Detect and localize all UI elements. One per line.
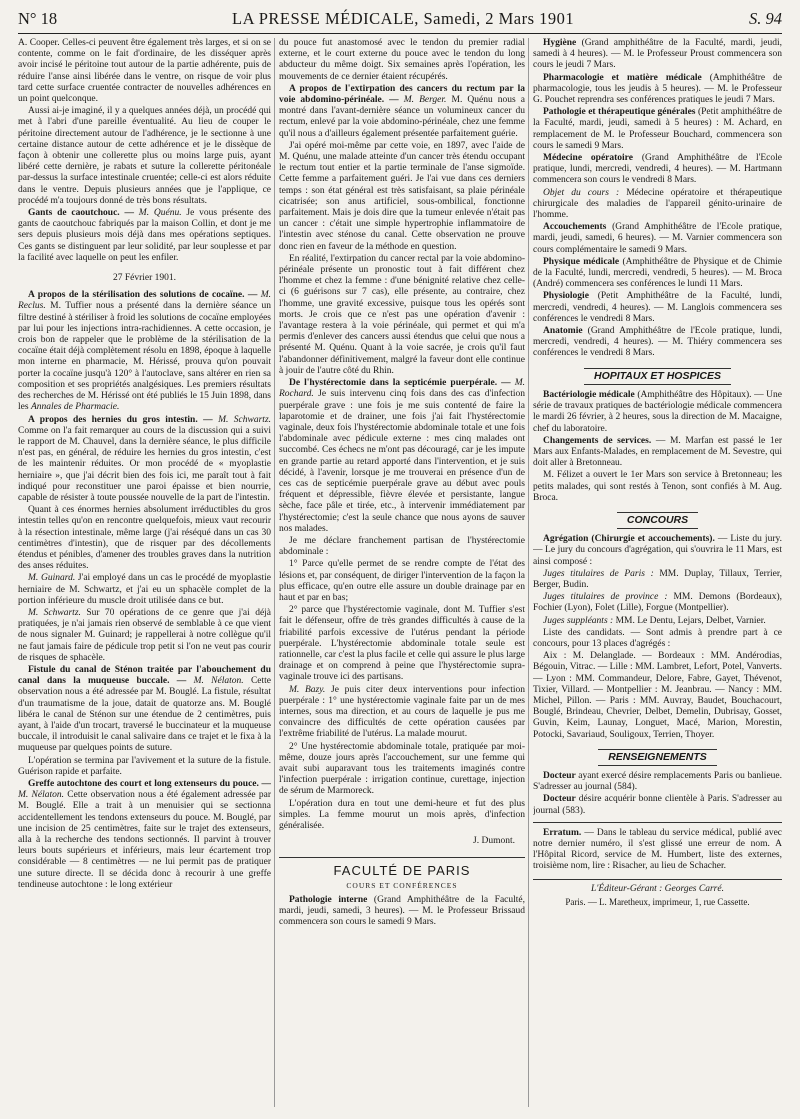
section-title-concours: CONCOURS [533,512,782,529]
paragraph: Aussi ai-je imaginé, il y a quelques années déjà, un procédé qui met à l'abri d'une pareille éventualité. Au lieu de couper le péritoine directement autour de l'adhérence, je le sectionne à une certaine distance autour de cette adhérence et je le dissèque de façon à obtenir une collerette plus ou moins large puis, ayant libéré cette dernière, je rabats et suture la collerette péritonéale par-dessus la surface intestinale cruentée; celle-ci est alors réduite dans le ventre. Depuis plusieurs années que je l'applique, ce procédé m'a toujours donné de très bons résultats. [18,106,271,206]
article-heading: A propos des hernies du gros intestin. — [28,414,213,425]
column-3 [533,38,782,1107]
article-hysterectomie: De l'hystérectomie dans la septicémie puerpérale. — M. Rochard. Je suis intervenu cinq fois dans des cas d'infection puerpérale grave : une fois je me suis contenté de faire la laparotomie et de drainer, une fois j'ai fait l'hystérectomie vaginale, deux fois l'hystérectomie abdominale totale et une fois l'abdominale avec pédicule externe : mes cinq malades ont succombé. Ces échecs ne m'ont pas découragé, car je les impute en grande partie au retard apporté dans l'intervention, et je suis décidé, à l'avenir, lorsque je me trouverai en présence d'un de ces cas de septicémie puerpérale grave au début avec pouls fréquent et dépressible, fièvre élevée et persistante, langue sèche, face pâle et tirée, etc., à intervenir immédiatement par l'hystérectomie; c'est la seule chance que nous ayons de sauver nos malades. [279,378,525,534]
author: M. Berger. [403,95,447,106]
author: M. Nélaton. [193,676,244,687]
erratum: Erratum. — Dans le tableau du service médical, publié avec notre dernier numéro, il s'est glissé une erreur de nom. A l'Hôpital Ricord, service de M. Humbert, liste des externes, troisième nom, lire : Risacher, au lieu de Schacher. [533,827,782,872]
column-1 [18,38,271,1107]
article-fistule: Fistule du canal de Sténon traitée par l'abouchement du canal dans la muqueuse buccale. — M. Nélaton. Cette observation nous a été adressée par M. Bouglé. La fistule, résultat d'un traumatisme de la joue, datait de quatorze ans. M. Bouglé libéra le canal de Sténon sur une étendue de 2 centimètres, puis ayant, à l'aide d'un trocart, traversé le buccinateur et la muqueuse buccale, il introduisit le canal salivaire dans ce trajet et le fixa à la muqueuse par quelques points de suture. [18,664,271,754]
author: M. Nélaton. [18,790,65,801]
article-greffe: Greffe autochtone des court et long extenseurs du pouce. — M. Nélaton. Cette observation nous a été également adressée par M. Bouglé. Elle a trait à un menuisier qui se sectionna accidentellement les tendons extenseurs du pouce. M. Bouglé, par une incision de 25 centimètres, faite sur le trajet des extenseurs, alla à la recherche des tendons sectionnés. Il parvint à trouver leurs bouts supérieurs et inférieurs, mais leur écartement trop considérable — 8 centimètres — ne lui permit pas de pratiquer une suture directe. Il se décida donc à recourir à une greffe tendineuse autochtone : le long extérieur [18,779,271,890]
paragraph: L'opération se termina par l'avivement et la suture de la fistule. Guérison rapide et parfaite. [18,755,271,777]
course-entry: Physiologie (Petit Amphithéâtre de la Faculté, lundi, mercredi, vendredi, 4 heures). — M. Langlois commencera ses conférences le vendredi 8 Mars. [533,291,782,324]
jury-list: Juges suppléants : MM. Le Dentu, Lejars, Delbet, Varnier. [543,615,766,626]
author: M. Bazy. [289,684,326,695]
paragraph: du pouce fut anastomosé avec le tendon du premier radial externe, et le court externe du pouce avec le tendon du long abducteur du même doigt. Six semaines après l'opération, les mouvements de ce dernier étaient récupérés. [279,38,525,82]
course-object: Objet du cours : Médecine opératoire et thérapeutique chirurgicale des maladies de l'appareil génito-urinaire de l'homme. [533,187,782,221]
page-header [18,8,782,30]
notice-entry: Docteur désire acquérir bonne clientèle à Paris. S'adresser au journal (583). [533,794,782,816]
candidates-list: Aix : M. Delanglade. — Bordeaux : MM. Andérodias, Bégouin, Vitrac. — Lille : MM. Lambret, Lefort, Potel, Vanverts. — Lyon : MM. Commandeur, Delore, Fabre, Gayet, Thévenot, Tixier, Villard. — Montpellier : M. Jeanbrau. — Nancy : MM. Michel, Pillon. — Paris : MM. Auvray, Baudet, Bouchacourt, Bouglé, Brindeau, Chevrier, Delbet, Demelin, Dubrisay, Gosset, Guvin, Keim, Launay, Longuet, Macé, Marion, Morestin, Potocki, Savariaud, Souligoux, Terrien, Thoyer. [533,651,782,740]
article-heading: Fistule du canal de Sténon traitée par l'abouchement du canal dans la muqueuse buccale. — [18,664,271,687]
paragraph: M. Félizet a ouvert le 1er Mars son service à Bretonneau; les petits malades, qui sont restés à Tenon, sont confiés à M. Aug. Broca. [533,470,782,503]
course-entry: Physique médicale (Amphithéâtre de Physique et de Chimie de la Faculté, lundi, mercredi, vendredi, 5 heures). — M. Broca (André) commencera ses conférences le lundi 11 Mars. [533,256,782,290]
article-heading: A propos de l'extirpation des cancers du rectum par la voie abdomino-périnéale. — [279,83,525,106]
hospital-entry: Changements de services. — M. Marfan est passé le 1er Mars aux Enfants-Malades, en remplacement de M. Sevestre, qui doit aller à Bretonneau. [533,435,782,469]
paragraph: En réalité, l'extirpation du cancer rectal par la voie abdomino-périnéale présente un pronostic tout à fait différent chez l'homme et chez la femme : d'une bénignité relative chez celle-ci (6 guérisons sur 7 cas), elle présente, au contraire, chez l'homme, une gravité excessive, puisque tous les opérés sont morts. Je crois que ce n'est pas une opération d'avenir : l'avantage restera à la voie périnéale, qui permet et qui m'a permis d'enlever des cancers aussi étendus que celui que nous a présenté M. Quénu. Quant à la voie sacrée, je crois qu'il faut l'abandonner définitivement, malgré la faveur dont elle continue à jouir de l'autre côté du Rhin. [279,253,525,376]
course-entry: Anatomie (Grand Amphithéâtre de l'Ecole pratique, lundi, mercredi, vendredi, 4 heures). — M. Thiéry commencera ses conférences le vendredi 8 Mars. [533,326,782,359]
paragraph: L'opération dura en tout une demi-heure et fut des plus simples. La femme mourut un mois après, d'infection généralisée. [279,798,525,832]
paragraph: Je me déclare franchement partisan de l'hystérectomie abdominale : [279,535,525,558]
article-heading: Greffe autochtone des court et long extenseurs du pouce. — [28,779,271,789]
paragraph: M. Guinard. J'ai employé dans un cas le procédé de myoplastie herniaire de M. Schwartz, et j'ai eu un sphacèle complet de la portion inférieure du muscle droit utilisée dans ce but. [18,573,271,606]
course-entry: Hygiène (Grand amphithéâtre de la Faculté, mardi, jeudi, samedi à 4 heures). — M. le Professeur Proust commencera son cours le jeudi 7 Mars. [533,38,782,71]
article-gants: Gants de caoutchouc. — M. Quénu. Je vous présente des gants de caoutchouc fabriqués par la maison Collin, et dont je me sers depuis plusieurs mois déjà dans mes opérations septiques. Ces gants se distinguent par leur solidité, par leur souplesse et par la facilité avec laquelle on peut les enfiler. [18,208,271,263]
jury-list: Juges titulaires de Paris : MM. Duplay, Tillaux, Terrier, Berger, Budin. [533,568,782,590]
author: M. Rochard. [279,378,525,400]
course-entry: Pathologie et thérapeutique générales (Petit amphithéâtre de la Faculté, mardi, jeudi, samedi à 5 heures) : M. Achard, en remplacement de M. le Professeur Bouchard, commencera son cours le samedi 9 Mars. [533,107,782,151]
article-cancer-rectum: A propos de l'extirpation des cancers du rectum par la voie abdomino-périnéale. — M. Berger. M. Quénu nous a montré dans l'avant-dernière séance un volumineux cancer du rectum, enlevé par la voie abdomino-périnéale, chez une femme qu'il nous a d'ailleurs également présentée parfaitement guérie. [279,83,525,139]
course-entry: Pathologie interne (Grand Amphithéâtre de la Faculté, mardi, jeudi, samedi, 3 heures). — M. le Professeur Brissaud commencera son cours le samedi 9 Mars. [279,894,525,928]
hospital-entry: Bactériologie médicale (Amphithéâtre des Hôpitaux). — Une série de travaux pratiques de bactériologie médicale commencera le mardi 26 février, à 2 heures, sous la direction de M. Macaigne, chef du laboratoire. [533,389,782,434]
author: M. Quénu. [138,208,182,219]
paragraph: 2° Une hystérectomie abdominale totale, pratiquée par moi-même, douze jours après l'accouchement, sur une femme qui avait subi auparavant tous les traitements imaginés contre l'infection puerpérale : irrigation continue, curettage, injection de sérum de Marmoreck. [279,741,525,797]
editor-line: L'Éditeur-Gérant : Georges Carré. [533,879,782,895]
column-divider [528,38,529,1107]
course-entry: Pharmacologie et matière médicale (Amphithéâtre de pharmacologie, tous les jeudis à 5 heures). — M. le Professeur G. Pouchet reprendra ses conférences pratiques le jeudi 7 Mars. [533,72,782,106]
article-heading: Gants de caoutchouc. — [28,208,134,219]
section-title-renseignements: RENSEIGNEMENTS [533,749,782,766]
issue-number: N° 18 [18,9,58,28]
paragraph: M. Schwartz. Sur 70 opérations de ce genre que j'ai déjà pratiquées, je n'ai jamais rien observé de semblable à ce que vient de nous signaler M. Guinard; je rappellerai à notre collègue qu'il ne faut jamais faire de pédicule trop petit si l'on ne veut pas courir de risques de sphacèle. [18,607,271,663]
course-entry: Médecine opératoire (Grand Amphithéâtre de l'Ecole pratique, lundi, mercredi, vendredi, 4 heures). — M. Hartmann commencera son cours le vendredi 8 Mars. [533,153,782,186]
section-title-hopitaux: HOPITAUX ET HOSPICES [533,368,782,385]
signature: J. Dumont. [473,836,515,847]
jury-list: Juges titulaires de province : MM. Demons (Bordeaux), Fochier (Lyon), Folet (Lille), Forgue (Montpellier). [533,592,782,614]
course-entry: Accouchements (Grand Amphithéâtre de l'Ecole pratique, mardi, jeudi, samedi, 6 heures). — M. Varnier commencera son cours complémentaire le samedi 9 Mars. [533,222,782,255]
header-rule [18,33,782,34]
concours-entry: Agrégation (Chirurgie et accouchements). — Liste du jury. — Le jury du concours d'agrégation, qui s'ouvrira le 11 Mars, est ainsi composé : [533,534,782,567]
paragraph: M. Bazy. Je puis citer deux interventions pour infection puerpérale : 1° une hystérectomie vaginale faite par un de mes internes, sous ma direction, et au cours de laquelle je pus me convaincre des difficultés de cette opération causées par l'extrême friabilité de l'utérus. La malade mourut. [279,684,525,740]
candidates-heading: Liste des candidats. — Sont admis à prendre part à ce concours, pour 13 places d'agrégés : [533,627,782,649]
author: M. Schwartz. [218,414,271,425]
paragraph: 2° parce que l'hystérectomie vaginale, dont M. Tuffier s'est fait le défenseur, offre de très grandes difficultés à cause de la friabilité parfois excessive de l'utérus pendant la période puerpérale. L'hystérectomie abdominale totale seule est rationnelle, car c'est la plus facile et celle qui assure le plus large drainage et on comprend à peine que l'hystérectomie supra-vaginale trouve ici des partisans. [279,605,525,683]
printer-line: Paris. — L. Maretheux, imprimeur, 1, rue Cassette. [565,896,750,907]
article-cocaine: A propos de la stérilisation des solutions de cocaïne. — M. Reclus. M. Tuffier nous a présenté dans la dernière séance un filtre destiné à stériliser à froid les solutions de cocaïne employées par lui pour les injections intra-rachidiennes. A cette occasion, je crois bon de rappeler que le problème de la stérilisation de la cocaïne était déjà complètement résolu en 1898, époque à laquelle mon interne en pharmacie, M. Hérissé, prouva qu'on pouvait porter la cocaïne jusqu'à 120° à l'autoclave, sans altérer en rien sa composition et ses propriétés analgésiques. Les premiers résultats des recherches de M. Hérissé ont été publiés le 15 Juin 1898, dans les Annales de Pharmacie. [18,290,271,413]
author: M. Schwartz. [28,607,81,618]
article-heading: De l'hystérectomie dans la septicémie puerpérale. — [289,378,511,389]
session-date: 27 Février 1901. [112,273,177,284]
paragraph: A. Cooper. Celles-ci peuvent être également très larges, et si on se contente, comme on le fait d'ordinaire, de les disséquer après avoir incisé le péritoine tout autour de la partie adhérente, puis de réduire l'anse ainsi libérée dans le ventre, on risque de voir plus tard cette surface cruentée contracter de nouvelles adhérences en un point quelconque. [18,38,271,105]
notice-entry: Docteur ayant exercé désire remplacements Paris ou banlieue. S'adresser au journal (584). [533,770,782,793]
column-2 [279,38,525,1107]
author: M. Reclus. [18,290,271,312]
paragraph: J'ai opéré moi-même par cette voie, en 1897, avec l'aide de M. Quénu, une malade atteinte d'un cancer très étendu occupant le rectum tout entier et la partie terminale de l'anse sigmoïde. Cette femme a parfaitement guéri. Je l'ai vue dans ces derniers temps : son état général est très satisfaisant, sa plaie périnéale cicatrisée; son anus artificiel, sous-ombilical, fonctionne parfaitement. Mais je dois dire que la tumeur enlevée n'était pas un cancer : c'était une simple hypertrophie inflammatoire de l'intestin avec sténose du canal. Cette observation ne prouve donc rien en faveur de la méthode en question. [279,140,525,252]
section-subtitle: COURS ET CONFÉRENCES [346,880,458,890]
author: M. Guinard. [28,573,76,584]
page-folio: S. 94 [749,9,782,28]
journal-title: LA PRESSE MÉDICALE, Samedi, 2 Mars 1901 [231,9,575,28]
column-divider [274,38,275,1107]
divider [533,822,782,823]
paragraph: 1° Parce qu'elle permet de se rendre compte de l'état des lésions et, par conséquent, de diriger l'intervention de la façon la plus efficace, qu'en outre elle assure un double drainage par en haut et par en bas; [279,559,525,603]
paragraph: Quant à ces énormes hernies absolument irréductibles du gros intestin telles qu'on en rencontre quelquefois, mieux vaut recourir à la résection intestinale, même large (j'ai réséqué dans un cas 30 centimètres d'intestin), que de risquer par des décollements étendus et pénibles, d'amener des troubles graves dans la nutrition des anses réduites. [18,505,271,572]
article-hernies: A propos des hernies du gros intestin. — M. Schwartz. Comme on l'a fait remarquer au cours de la discussion qui a suivi le rapport de M. Chauvel, dans la dernière séance, le plus difficile n'est pas, en général, de réduire les hernies du gros intestin, c'est de les maintenir réduites. Or mon procédé de « myoplastie herniaire », que j'ai décrit bien des fois ici, me paraît tout à fait indiqué pour reconstituer une paroi épaisse et bien nourrie, capable de résister à toute poussée nouvelle de la part de l'intestin. [18,414,271,503]
article-heading: A propos de la stérilisation des solutions de cocaïne. — [28,290,258,301]
section-title-faculte: FACULTÉ DE PARIS [279,857,525,876]
